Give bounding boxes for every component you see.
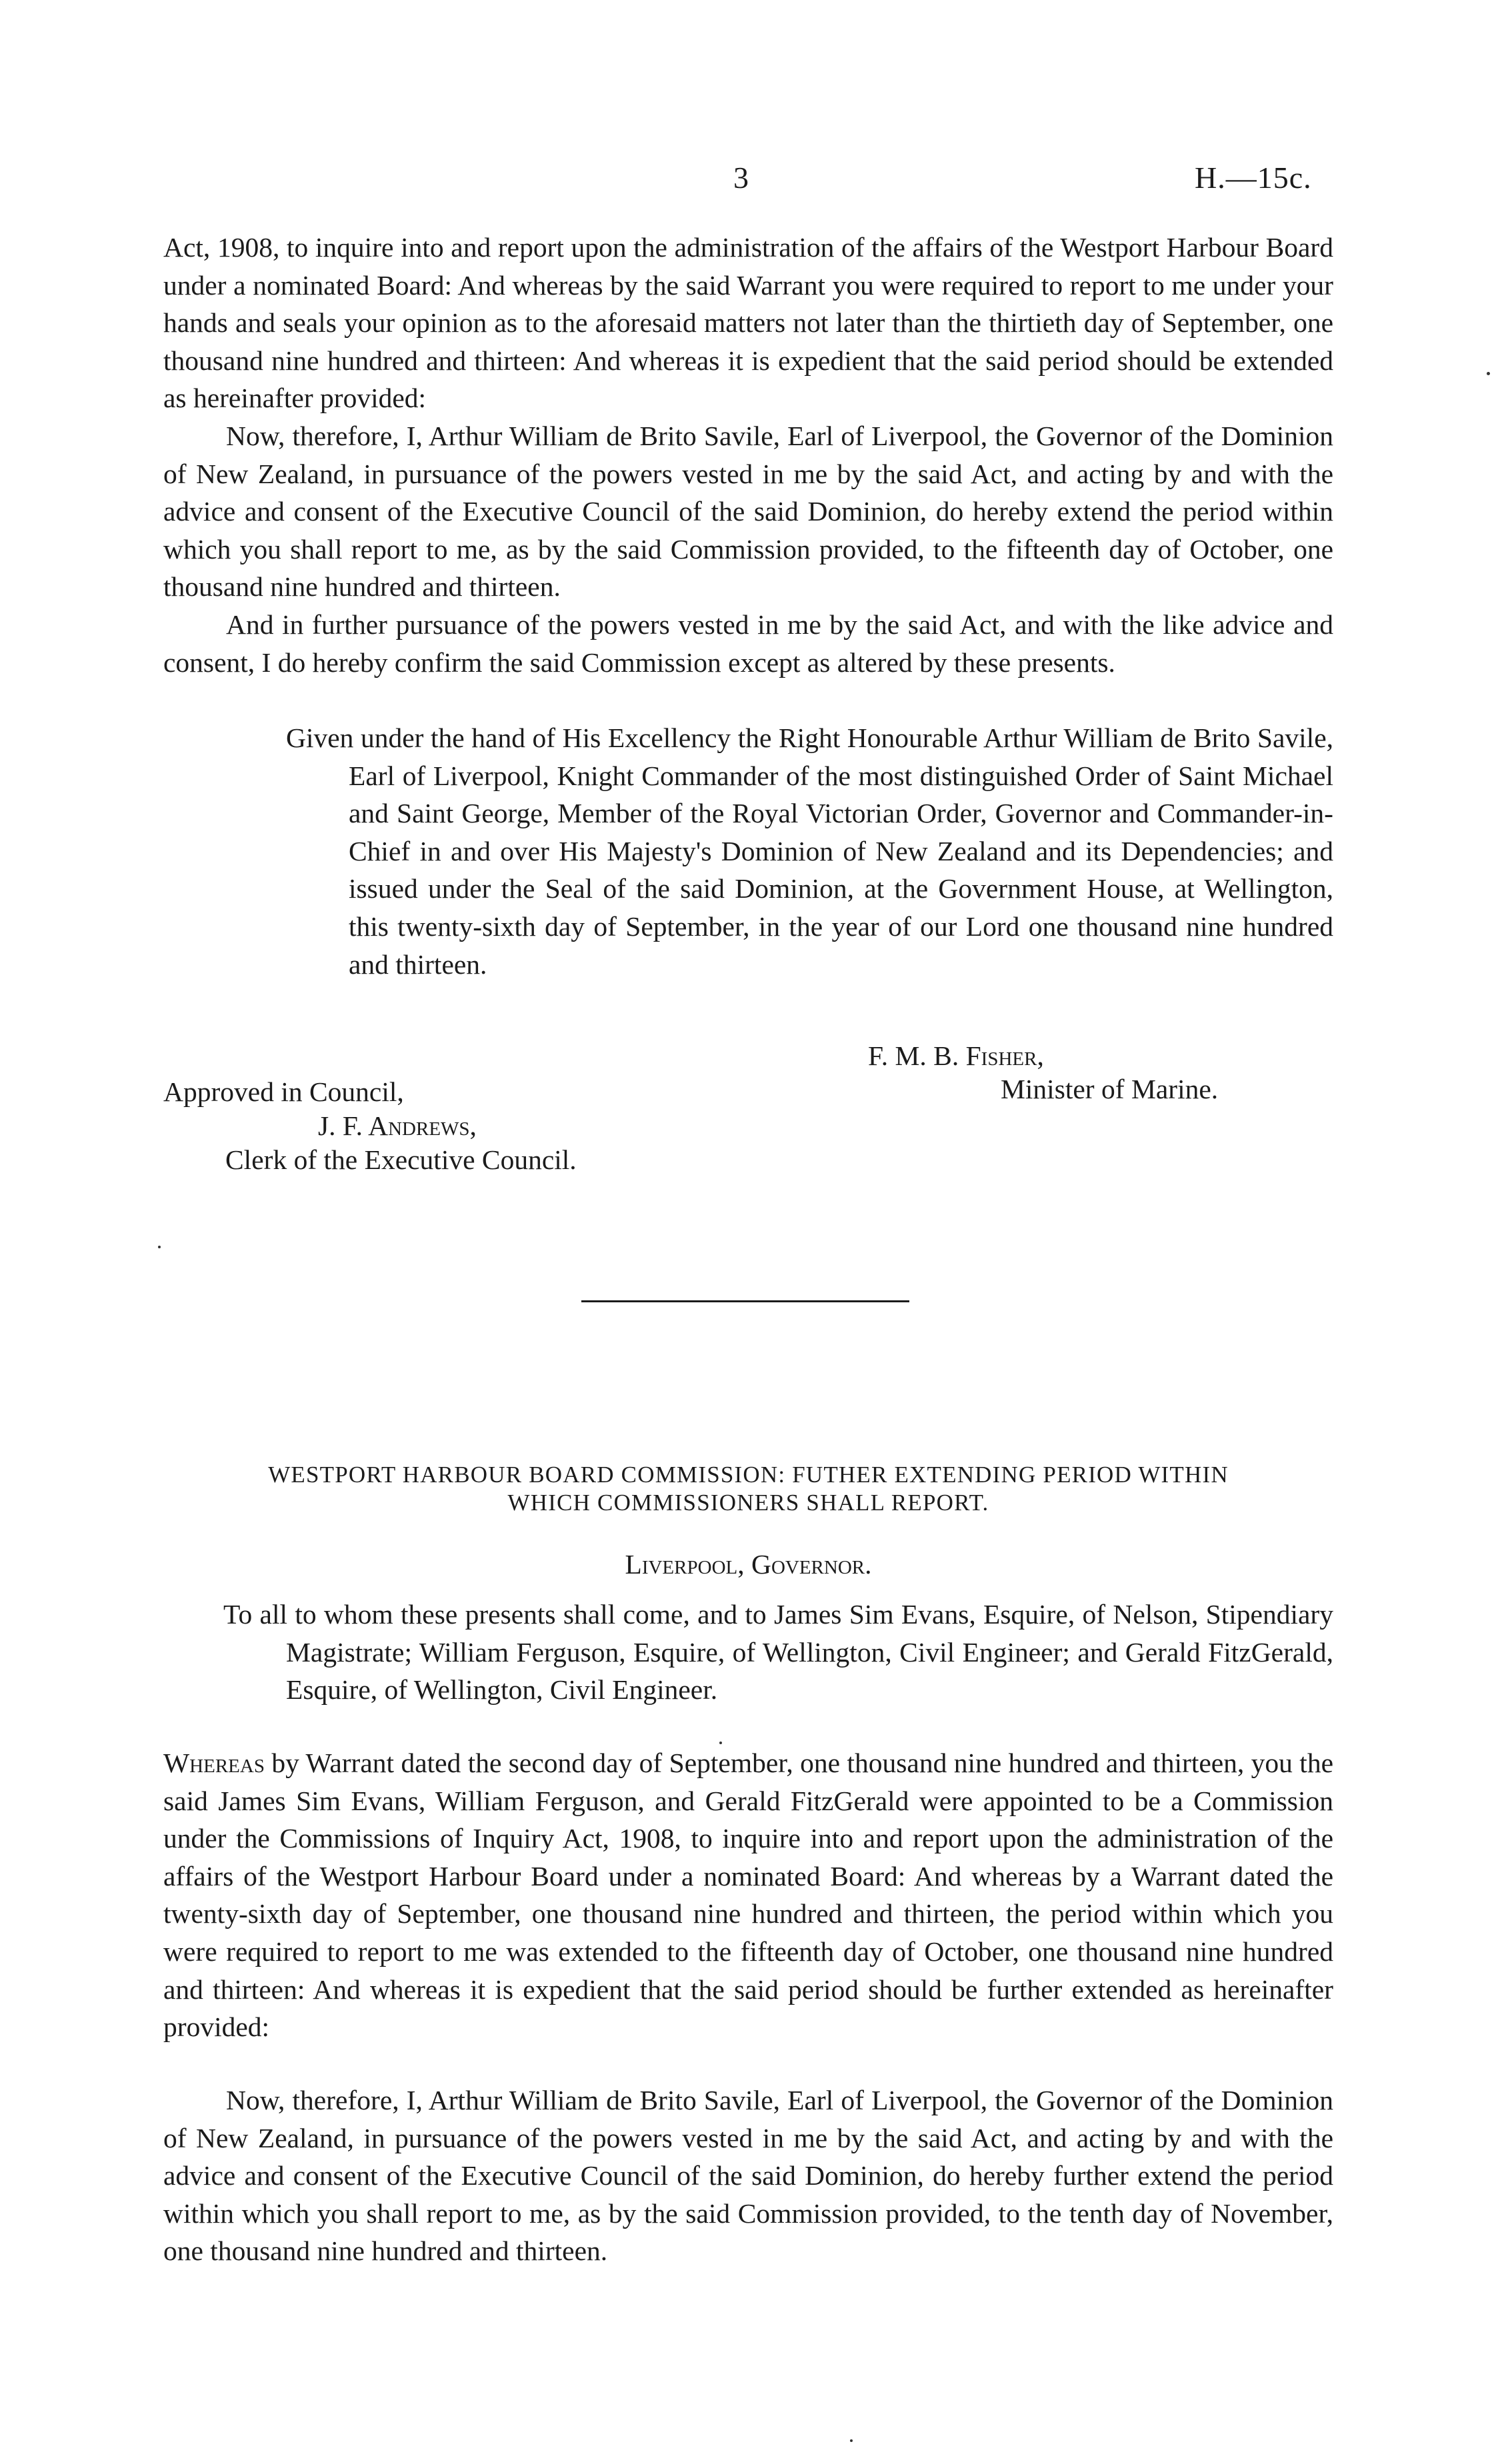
scan-speck: [850, 2439, 853, 2442]
whereas-paragraph: [163, 1744, 1333, 2046]
clerk-signature: J. F. Andrews,: [318, 1110, 477, 1141]
paragraph-further-extend: Now, therefore, I, Arthur William de Brito Savile, Earl of Liverpool, the Governor of the Dominion of New Zealand, in pursuance of the powers vested in me by the said Act, and acting by and with the advice and consent of the Executive Council of the said Dominion, do hereby further extend the period within which you shall report to me, as by the said Commission provided, to the tenth day of November, one thousand nine hundred and thirteen.: [163, 2085, 1333, 2267]
governor-line: Liverpool, Governor.: [625, 1549, 872, 1580]
section-heading: [163, 1461, 1333, 1517]
section-divider: [581, 1300, 909, 1302]
paragraph-further-pursuance: And in further pursuance of the powers vested in me by the said Act, and with the like advice and consent, I do hereby confirm the said Commission except as altered by these presents.: [163, 609, 1333, 678]
approved-in-council: Approved in Council,: [163, 1076, 404, 1107]
page-number: 3: [733, 161, 749, 195]
paragraph-now-therefore: Now, therefore, I, Arthur William de Brito Savile, Earl of Liverpool, the Governor of the Dominion of New Zealand, in pursuance of the powers vested in me by the said Act, and acting by and with the advice and consent of the Executive Council of the said Dominion, do hereby extend the period within which you shall report to me, as by the said Commission provided, to the fifteenth day of October, one thousand nine hundred and thirteen.: [163, 421, 1333, 603]
paragraph-act-1908: Act, 1908, to inquire into and report upon the administration of the affairs of the Westport Harbour Board under a nominated Board: And whereas by the said Warrant you were required to report to me under your hands and seals your opinion as to the aforesaid matters not later than the thirtieth day of September, one thousand nine hundred and thirteen: And whereas it is expedient that the said period should be extended as hereinafter provided:: [163, 232, 1333, 414]
address-paragraph: To all to whom these presents shall come, and to James Sim Evans, Esquire, of Nelson, Stipendiary Magistrate; William Ferguson, Esquire, of Wellington, Civil Engineer; and Gerald FitzGerald, Esquire, of Wellington, Civil Engineer.: [223, 1599, 1333, 1706]
minister-title: Minister of Marine.: [1001, 1074, 1219, 1104]
heading-line-1: WESTPORT HARBOUR BOARD COMMISSION: FUTHER EXTENDING PERIOD WITHIN: [268, 1462, 1229, 1488]
clerk-title: Clerk of the Executive Council.: [225, 1144, 577, 1175]
whereas-lead: Whereas: [163, 1748, 265, 1778]
whereas-body: by Warrant dated the second day of September, one thousand nine hundred and thirteen, you the said James Sim Evans, William Ferguson, and Gerald FitzGerald were appointed to be a Commission under the Commissions of Inquiry Act, 1908, to inquire into and report upon the administration of the affairs of the Westport Harbour Board under a nominated Board: And whereas by a Warrant dated the twenty-sixth day of September, one thousand nine hundred and thirteen, the period within which you were required to report to me was extended to the fifteenth day of October, one thousand nine hundred and thirteen: And whereas it is expedient that the said period should be further extended as hereinafter provided:: [163, 1748, 1334, 2043]
given-under-hand: Given under the hand of His Excellency the Right Honourable Arthur William de Brito Savile, Earl of Liverpool, Knight Commander of the most distinguished Order of Saint Michael and Saint George, Member of the Royal Victorian Order, Governor and Commander-in-Chief in and over His Majesty's Dominion of New Zealand and its Dependencies; and issued under the Seal of the said Dominion, at the Government House, at Wellington, this twenty-sixth day of September, in the year of our Lord one thousand nine hundred and thirteen.: [286, 722, 1333, 980]
scan-speck: [1487, 372, 1490, 375]
minister-signature: F. M. B. Fisher,: [868, 1040, 1044, 1071]
document-reference: H.—15c.: [1195, 161, 1312, 195]
heading-line-2: WHICH COMMISSIONERS SHALL REPORT.: [507, 1490, 989, 1516]
scan-speck: [719, 1742, 722, 1744]
scan-speck: [158, 1246, 161, 1248]
